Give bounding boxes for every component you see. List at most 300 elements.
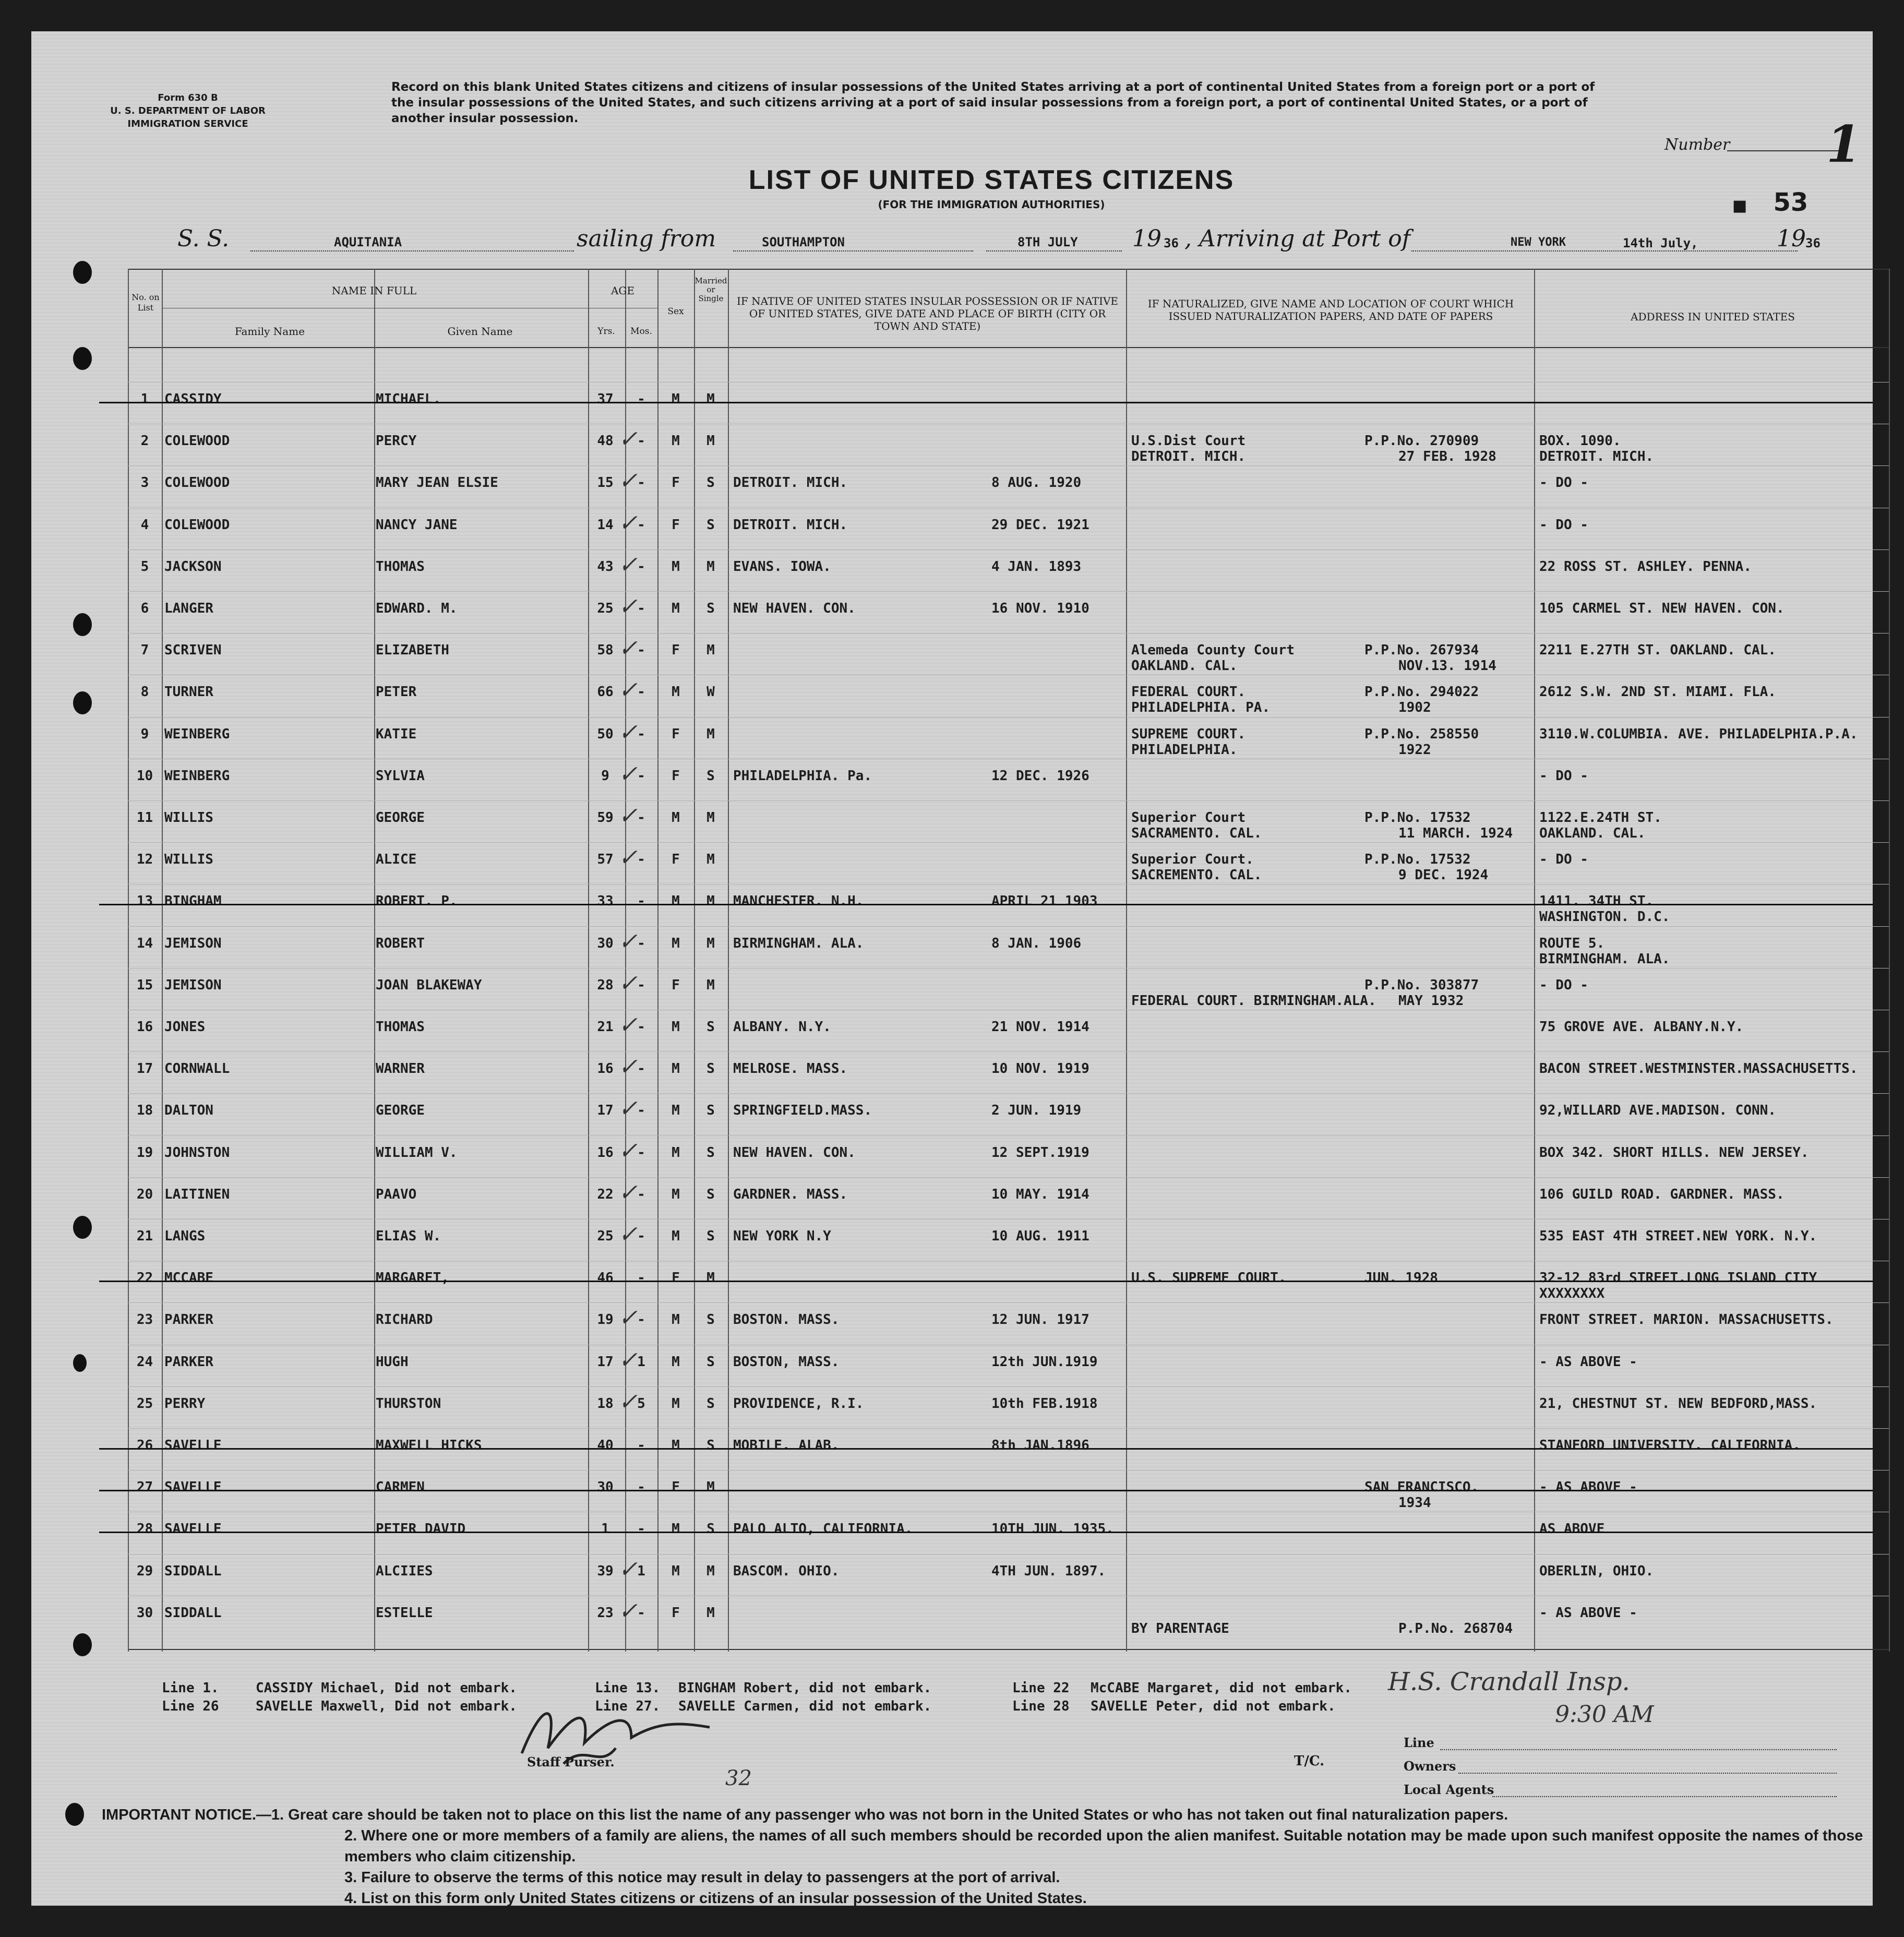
- row-number: 15: [136, 977, 153, 993]
- age-years: 33: [597, 893, 614, 910]
- punch-hole: [73, 347, 92, 370]
- check-mark-icon: ✓: [618, 677, 638, 704]
- strikethrough-line: [99, 1490, 1873, 1491]
- birth-date: 10 NOV. 1919: [991, 1061, 1089, 1077]
- papers-number: P.P.No. 17532: [1364, 810, 1471, 826]
- given-name: ALICE: [376, 852, 417, 868]
- strikethrough-line: [99, 1448, 1873, 1450]
- age-years: 46: [597, 1270, 614, 1286]
- row-number: 3: [140, 475, 149, 491]
- sailing-label: sailing from: [577, 225, 716, 252]
- birthplace: DETROIT. MICH.: [733, 475, 848, 491]
- header-married-single: Married or Single: [694, 276, 727, 303]
- court-location: PHILADELPHIA.: [1131, 742, 1238, 758]
- table-row: [31, 972, 1873, 1013]
- age-months: 1: [637, 1563, 645, 1579]
- punch-hole: [73, 613, 92, 636]
- family-name: COLEWOOD: [164, 433, 230, 449]
- address-line-1: 75 GROVE AVE. ALBANY.N.Y.: [1539, 1019, 1744, 1035]
- age-months: 1: [637, 1354, 645, 1370]
- number-label: Number: [1664, 136, 1730, 154]
- age-years: 40: [597, 1438, 614, 1453]
- family-name: WEINBERG: [164, 726, 230, 742]
- header-yrs: Yrs.: [597, 326, 615, 337]
- row-rule: [128, 1386, 1889, 1387]
- local-agents-label: Local Agents: [1404, 1782, 1494, 1797]
- birthplace: PHILADELPHIA. Pa.: [733, 768, 872, 784]
- given-name: THOMAS: [376, 1019, 425, 1035]
- marital-status: S: [706, 1438, 715, 1453]
- birth-date: 8 JAN. 1906: [991, 935, 1082, 951]
- table-row: [31, 760, 1873, 804]
- row-number: 11: [136, 810, 153, 826]
- sex: F: [672, 1479, 680, 1496]
- stamp-number: ■ 53: [1732, 188, 1809, 217]
- sail-date: 8TH JULY: [1017, 235, 1078, 249]
- given-name: GEORGE: [376, 810, 425, 826]
- table-top-rule: [128, 269, 1889, 270]
- sex: M: [672, 684, 680, 700]
- header-name-full: NAME IN FULL: [331, 284, 417, 297]
- owners-label: Owners: [1404, 1759, 1456, 1774]
- birthplace: MANCHESTER. N.H.: [733, 893, 864, 910]
- table-row: [31, 509, 1873, 553]
- family-name: COLEWOOD: [164, 475, 230, 491]
- sail-year: 36: [1164, 236, 1179, 250]
- page-title: LIST OF UNITED STATES CITIZENS: [748, 165, 1235, 195]
- age-years: 14: [597, 517, 614, 533]
- address-line-1: 21, CHESTNUT ST. NEW BEDFORD,MASS.: [1539, 1395, 1817, 1412]
- family-name: BINGHAM: [164, 893, 222, 910]
- check-mark-icon: ✓: [618, 1137, 638, 1164]
- header-no: No. on List: [131, 292, 160, 313]
- sex: F: [672, 852, 680, 868]
- given-name: CARMEN: [376, 1479, 425, 1496]
- age-years: 15: [597, 475, 614, 491]
- row-rule: [128, 1177, 1889, 1178]
- table-header-rule: [128, 347, 1889, 348]
- sex: M: [672, 893, 680, 910]
- address-line-1: AS ABOVE: [1539, 1521, 1605, 1537]
- marital-status: M: [706, 893, 715, 910]
- court-location: SACRAMENTO. CAL.: [1131, 826, 1262, 841]
- sex: F: [672, 977, 680, 993]
- marital-status: S: [706, 1521, 715, 1537]
- age-months: -: [637, 852, 645, 868]
- age-years: 48: [597, 433, 614, 449]
- header-address: ADDRESS IN UNITED STATES: [1631, 310, 1795, 323]
- age-months: -: [637, 893, 645, 910]
- family-name: SAVELLE: [164, 1479, 222, 1496]
- age-years: 58: [597, 642, 614, 659]
- birthplace: PALO ALTO, CALIFORNIA.: [733, 1521, 913, 1537]
- check-mark-icon: ✓: [618, 1221, 638, 1248]
- number-value: 1: [1826, 115, 1861, 174]
- local-agents-field: [1492, 1796, 1837, 1797]
- table-row: [31, 428, 1873, 469]
- check-mark-icon: ✓: [618, 1597, 638, 1624]
- birth-date: 12 JUN. 1917: [991, 1312, 1089, 1328]
- sex: M: [672, 1438, 680, 1453]
- birth-date: 10th FEB.1918: [991, 1395, 1098, 1412]
- given-name: PETER: [376, 684, 417, 700]
- birth-date: 16 NOV. 1910: [991, 601, 1089, 616]
- table-row: [31, 1014, 1873, 1055]
- birthplace: MELROSE. MASS.: [733, 1061, 848, 1077]
- age-months: -: [637, 517, 645, 533]
- marital-status: W: [706, 684, 715, 700]
- age-years: 50: [597, 726, 614, 742]
- given-name: THOMAS: [376, 558, 425, 575]
- birthplace: SPRINGFIELD.MASS.: [733, 1103, 872, 1119]
- table-row: [31, 637, 1873, 678]
- address-line-1: - DO -: [1539, 768, 1588, 784]
- given-name: ROBERT: [376, 935, 425, 951]
- notice-item-3: 3. Failure to observe the terms of this notice may result in delay to passengers at the port of arrival.: [344, 1869, 1060, 1886]
- address-line-2: XXXXXXXX: [1539, 1286, 1605, 1302]
- table-row: [31, 1388, 1873, 1431]
- sex: M: [672, 1103, 680, 1119]
- row-number: 29: [136, 1563, 153, 1579]
- row-number: 18: [136, 1103, 153, 1119]
- given-name: SYLVIA: [376, 768, 425, 784]
- papers-number: P.P.No. 294022: [1364, 684, 1479, 700]
- marital-status: S: [706, 1312, 715, 1328]
- marital-status: S: [706, 601, 715, 616]
- remark-line-1-label: Line 1.: [162, 1680, 219, 1696]
- table-row: [31, 551, 1873, 594]
- remark-line-27: SAVELLE Carmen, did not embark.: [678, 1699, 932, 1714]
- age-months: -: [637, 810, 645, 826]
- papers-number: P.P.No. 17532: [1364, 852, 1471, 868]
- sex: M: [672, 810, 680, 826]
- age-months: 5: [637, 1395, 645, 1412]
- sex: M: [672, 1354, 680, 1370]
- marital-status: S: [706, 1019, 715, 1035]
- sex: M: [672, 391, 680, 407]
- address-line-1: - DO -: [1539, 852, 1588, 868]
- check-mark-icon: ✓: [618, 719, 638, 746]
- marital-status: S: [706, 1103, 715, 1119]
- to-line: [1411, 250, 1798, 252]
- ship-line: [250, 250, 574, 252]
- check-mark-icon: ✓: [618, 1556, 638, 1583]
- row-number: 28: [136, 1521, 153, 1537]
- header-age: AGE: [610, 284, 635, 297]
- row-rule: [128, 800, 1889, 801]
- ship-name: AQUITANIA: [334, 235, 402, 249]
- given-name: MARGARET,: [376, 1270, 449, 1286]
- marital-status: M: [706, 726, 715, 742]
- table-row: [31, 1346, 1873, 1390]
- row-number: 24: [136, 1354, 153, 1370]
- remark-line-26: SAVELLE Maxwell, Did not embark.: [256, 1699, 517, 1714]
- row-number: 16: [136, 1019, 153, 1035]
- row-number: 19: [136, 1144, 153, 1161]
- court-name: Superior Court.: [1131, 852, 1254, 868]
- court-location: FEDERAL COURT. BIRMINGHAM.ALA.: [1131, 993, 1376, 1009]
- row-number: 5: [140, 558, 149, 575]
- row-number: 22: [136, 1270, 153, 1286]
- address-line-1: BOX 342. SHORT HILLS. NEW JERSEY.: [1539, 1144, 1809, 1161]
- given-name: MAXWELL HICKS: [376, 1438, 482, 1453]
- punch-hole: [73, 261, 92, 284]
- address-line-1: 22 ROSS ST. ASHLEY. PENNA.: [1539, 558, 1752, 575]
- marital-status: M: [706, 852, 715, 868]
- marital-status: S: [706, 517, 715, 533]
- family-name: CASSIDY: [164, 391, 222, 407]
- address-line-1: 105 CARMEL ST. NEW HAVEN. CON.: [1539, 601, 1785, 616]
- tc-label: T/C.: [1294, 1753, 1325, 1769]
- sex: M: [672, 1312, 680, 1328]
- line-field: [1440, 1749, 1837, 1750]
- court-name: U.S. SUPREME COURT.: [1131, 1270, 1287, 1286]
- family-name: JEMISON: [164, 977, 222, 993]
- sex: M: [672, 1186, 680, 1202]
- birth-date: 10TH JUN. 1935.: [991, 1521, 1114, 1537]
- papers-number: P.P.No. 258550: [1364, 726, 1479, 742]
- row-number: 27: [136, 1479, 153, 1496]
- papers-date: 27 FEB. 1928: [1398, 449, 1496, 465]
- table-row: [31, 846, 1873, 887]
- department: U. S. DEPARTMENT OF LABOR: [110, 105, 266, 116]
- court-location: DETROIT. MICH.: [1131, 449, 1246, 465]
- birth-date: 12th JUN.1919: [991, 1354, 1098, 1370]
- age-years: 39: [597, 1563, 614, 1579]
- age-months: -: [637, 684, 645, 700]
- given-name: ROBERT. P.: [376, 893, 458, 910]
- marital-status: M: [706, 642, 715, 659]
- col-rule: [1889, 269, 1890, 1652]
- given-name: ESTELLE: [376, 1605, 433, 1621]
- inspector-signature: H.S. Crandall Insp.: [1388, 1667, 1630, 1696]
- table-row: [31, 386, 1873, 427]
- address-line-1: ROUTE 5.: [1539, 935, 1605, 951]
- age-years: 59: [597, 810, 614, 826]
- handwritten-count: 32: [725, 1766, 752, 1790]
- remark-line-26-label: Line 26: [162, 1699, 219, 1714]
- row-number: 14: [136, 935, 153, 951]
- marital-status: M: [706, 935, 715, 951]
- birthplace: EVANS. IOWA.: [733, 558, 831, 575]
- notice-text-1: —1. Great care should be taken not to place on this list the name of any passenger who was not born in the United States or who has not taken out final naturalization papers.: [256, 1807, 1508, 1823]
- check-mark-icon: ✓: [618, 1305, 638, 1332]
- row-number: 6: [140, 601, 149, 616]
- birthplace: BASCOM. OHIO.: [733, 1563, 840, 1579]
- papers-number: JUN. 1928: [1364, 1270, 1438, 1286]
- page-subtitle: (FOR THE IMMIGRATION AUTHORITIES): [878, 198, 1105, 211]
- address-line-1: OBERLIN, OHIO.: [1539, 1563, 1654, 1579]
- papers-number: P.P.No. 303877: [1364, 977, 1479, 993]
- birth-date: 4 JAN. 1893: [991, 558, 1082, 575]
- papers-date: 9 DEC. 1924: [1398, 867, 1489, 883]
- given-name: WARNER: [376, 1061, 425, 1077]
- address-line-1: 2612 S.W. 2ND ST. MIAMI. FLA.: [1539, 684, 1776, 700]
- court-location: PHILADELPHIA. PA.: [1131, 700, 1271, 716]
- notice-label: IMPORTANT NOTICE.: [102, 1807, 256, 1823]
- age-years: 57: [597, 852, 614, 868]
- birthplace: DETROIT. MICH.: [733, 517, 848, 533]
- sex: M: [672, 433, 680, 449]
- age-months: -: [637, 1019, 645, 1035]
- birthplace: MOBILE. ALAB.: [733, 1438, 840, 1453]
- age-months: -: [637, 1605, 645, 1621]
- birth-date: 29 DEC. 1921: [991, 517, 1089, 533]
- birthplace: NEW HAVEN. CON.: [733, 601, 856, 616]
- age-months: -: [637, 726, 645, 742]
- marital-status: S: [706, 1228, 715, 1244]
- row-number: 26: [136, 1438, 153, 1453]
- family-name: DALTON: [164, 1103, 213, 1119]
- check-mark-icon: ✓: [618, 1095, 638, 1122]
- court-name: U.S.Dist Court: [1131, 433, 1246, 449]
- row-number: 21: [136, 1228, 153, 1244]
- check-mark-icon: ✓: [618, 1346, 638, 1373]
- row-rule: [128, 1051, 1889, 1052]
- header-family-name: Family Name: [234, 325, 305, 338]
- given-name: MARY JEAN ELSIE: [376, 475, 498, 491]
- row-number: 10: [136, 768, 153, 784]
- remark-line-13-label: Line 13.: [595, 1680, 661, 1696]
- sex: M: [672, 1563, 680, 1579]
- table-row: [31, 1432, 1873, 1473]
- given-name: HUGH: [376, 1354, 409, 1370]
- age-months: -: [637, 642, 645, 659]
- papers-date: 1902: [1398, 700, 1431, 716]
- instructions-text: Record on this blank United States citizens and citizens of insular possessions of the United States arriving at a port of continental United States from a foreign port or a port of the insular possessions of the United States, and such citizens arriving at a port of said insular possessions from a foreign port, a port of continental United States, or a port of another insular possession.: [391, 80, 1595, 125]
- given-name: PERCY: [376, 433, 417, 449]
- sex: M: [672, 935, 680, 951]
- marital-status: S: [706, 1354, 715, 1370]
- court-name: Alemeda County Court: [1131, 642, 1295, 659]
- sex: M: [672, 601, 680, 616]
- arrive-year: 36: [1805, 236, 1821, 250]
- age-years: 9: [601, 768, 609, 784]
- table-row: [31, 1223, 1873, 1264]
- age-months: -: [637, 391, 645, 407]
- birthplace: GARDNER. MASS.: [733, 1186, 848, 1202]
- age-months: -: [637, 601, 645, 616]
- address-line-1: - AS ABOVE -: [1539, 1354, 1637, 1370]
- given-name: MICHAEL.: [376, 391, 441, 407]
- age-years: 28: [597, 977, 614, 993]
- sex: F: [672, 768, 680, 784]
- address-line-2: BIRMINGHAM. ALA.: [1539, 951, 1670, 967]
- remark-line-28: SAVELLE Peter, did not embark.: [1091, 1699, 1336, 1714]
- owners-field: [1458, 1773, 1837, 1774]
- age-years: 23: [597, 1605, 614, 1621]
- table-row: [31, 679, 1873, 720]
- birth-date: 10 MAY. 1914: [991, 1186, 1089, 1202]
- table-row: [31, 1516, 1873, 1557]
- row-number: 13: [136, 893, 153, 910]
- age-months: -: [637, 1228, 645, 1244]
- sex: M: [672, 1521, 680, 1537]
- address-line-1: 2211 E.27TH ST. OAKLAND. CAL.: [1539, 642, 1776, 659]
- birthplace: BIRMINGHAM. ALA.: [733, 935, 864, 951]
- address-line-1: 106 GUILD ROAD. GARDNER. MASS.: [1539, 1186, 1785, 1202]
- address-line-1: 1411. 34TH ST.: [1539, 893, 1654, 910]
- notice-item-1: [102, 1804, 1865, 1825]
- row-rule: [128, 465, 1889, 466]
- address-line-1: BACON STREET.WESTMINSTER.MASSACHUSETTS.: [1539, 1061, 1858, 1077]
- sex: M: [672, 1144, 680, 1161]
- address-line-1: 92,WILLARD AVE.MADISON. CONN.: [1539, 1103, 1776, 1119]
- table-row: [31, 1597, 1873, 1641]
- form-number: Form 630 B: [158, 92, 218, 103]
- remark-line-28-label: Line 28: [1012, 1699, 1070, 1714]
- birth-date: 8 AUG. 1920: [991, 475, 1082, 491]
- sex: F: [672, 642, 680, 659]
- given-name: ELIZABETH: [376, 642, 449, 659]
- check-mark-icon: ✓: [618, 426, 638, 453]
- given-name: KATIE: [376, 726, 417, 742]
- to-port: NEW YORK: [1511, 236, 1566, 249]
- family-name: SIDDALL: [164, 1563, 222, 1579]
- check-mark-icon: ✓: [618, 803, 638, 829]
- table-row: [31, 1265, 1873, 1306]
- court-location: SACREMENTO. CAL.: [1131, 867, 1262, 883]
- table-row: [31, 1307, 1873, 1347]
- given-name: GEORGE: [376, 1103, 425, 1119]
- age-months: -: [637, 1144, 645, 1161]
- table-row: [31, 1474, 1873, 1515]
- check-mark-icon: ✓: [618, 970, 638, 997]
- sail-date-line: [986, 250, 1122, 252]
- birth-date: 2 JUN. 1919: [991, 1103, 1082, 1119]
- remark-line-27-label: Line 27.: [595, 1699, 661, 1714]
- row-rule: [128, 1428, 1889, 1429]
- sex: F: [672, 475, 680, 491]
- service: IMMIGRATION SERVICE: [127, 118, 248, 129]
- age-months: -: [637, 1061, 645, 1077]
- birth-date: 4TH JUN. 1897.: [991, 1563, 1106, 1579]
- given-name: EDWARD. M.: [376, 601, 458, 616]
- arrive-year-prefix: 19: [1777, 225, 1806, 252]
- check-mark-icon: ✓: [618, 1054, 638, 1081]
- check-mark-icon: ✓: [618, 509, 638, 536]
- birth-date: 10 AUG. 1911: [991, 1228, 1089, 1244]
- papers-number: P.P.No. 267934: [1364, 642, 1479, 659]
- marital-status: M: [706, 977, 715, 993]
- family-name: WILLIS: [164, 852, 213, 868]
- papers-number: SAN FRANCISCO.: [1364, 1479, 1479, 1496]
- marital-status: M: [706, 558, 715, 575]
- given-name: RICHARD: [376, 1312, 433, 1328]
- row-number: 12: [136, 852, 153, 868]
- family-name: JOHNSTON: [164, 1144, 230, 1161]
- row-rule: [128, 926, 1889, 927]
- address-line-1: - AS ABOVE -: [1539, 1605, 1637, 1621]
- ss-label: S. S.: [177, 225, 230, 252]
- birthplace: NEW YORK N.Y: [733, 1228, 831, 1244]
- address-line-1: STANFORD UNIVERSITY. CALIFORNIA.: [1539, 1438, 1801, 1453]
- address-line-1: - DO -: [1539, 977, 1588, 993]
- manifest-sheet: [31, 31, 1873, 1906]
- header-naturalized: IF NATURALIZED, GIVE NAME AND LOCATION OF COURT WHICH ISSUED NATURALIZATION PAPERS, AND DATE OF PAPERS: [1147, 297, 1514, 322]
- punch-hole: [73, 691, 92, 714]
- sex: M: [672, 1228, 680, 1244]
- marital-status: S: [706, 1144, 715, 1161]
- papers-date: 1922: [1398, 742, 1431, 758]
- family-name: CORNWALL: [164, 1061, 230, 1077]
- sex: F: [672, 517, 680, 533]
- check-mark-icon: ✓: [618, 928, 638, 955]
- marital-status: M: [706, 1270, 715, 1286]
- family-name: WEINBERG: [164, 768, 230, 784]
- marital-status: M: [706, 810, 715, 826]
- address-line-1: - DO -: [1539, 475, 1588, 491]
